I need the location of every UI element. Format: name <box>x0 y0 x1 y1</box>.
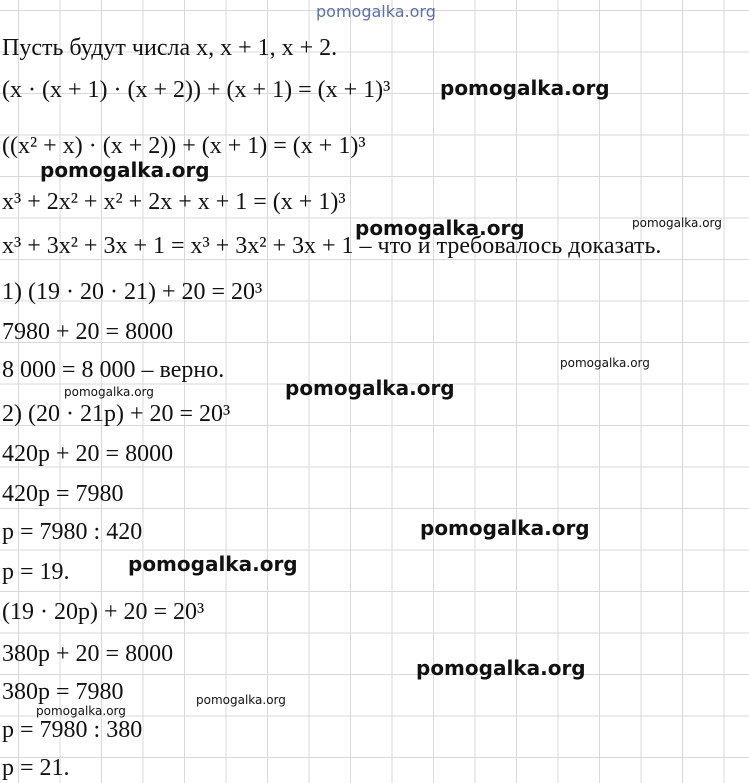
equation-line: 2) (20 · 21p) + 20 = 20³ <box>2 401 231 427</box>
equation-line: 8 000 = 8 000 – верно. <box>2 357 225 383</box>
watermark: pomogalka.org <box>440 76 610 100</box>
watermark: pomogalka.org <box>420 516 590 540</box>
watermark: pomogalka.org <box>285 376 455 400</box>
equation-line: 1) (19 · 20 · 21) + 20 = 20³ <box>2 279 263 305</box>
watermark: pomogalka.org <box>196 693 286 707</box>
equation-line: ((x² + x) · (x + 2)) + (x + 1) = (x + 1)³ <box>2 133 366 159</box>
equation-line: 380p = 7980 <box>2 679 124 705</box>
equation-line: 420p = 7980 <box>2 481 124 507</box>
equation-line: 380p + 20 = 8000 <box>2 641 174 667</box>
watermark: pomogalka.org <box>560 356 650 370</box>
watermark: pomogalka.org <box>355 216 525 240</box>
watermark: pomogalka.org <box>64 385 154 399</box>
equation-line: p = 7980 : 380 <box>2 717 143 743</box>
equation-line: p = 21. <box>2 755 70 781</box>
watermark: pomogalka.org <box>128 552 298 576</box>
equation-line: (19 · 20p) + 20 = 20³ <box>2 599 205 625</box>
watermark-top: pomogalka.org <box>316 2 436 21</box>
equation-line: (x · (x + 1) · (x + 2)) + (x + 1) = (x + 1)³ <box>2 77 391 103</box>
watermark: pomogalka.org <box>36 704 126 718</box>
equation-line: 7980 + 20 = 8000 <box>2 319 174 345</box>
equation-line: x³ + 2x² + x² + 2x + x + 1 = (x + 1)³ <box>2 189 346 215</box>
equation-line: 420p + 20 = 8000 <box>2 441 174 467</box>
watermark: pomogalka.org <box>632 216 722 230</box>
equation-line: x³ + 3x² + 3x + 1 = x³ + 3x² + 3x + 1 – что и требовалось доказать. <box>2 233 662 259</box>
text-line: Пусть будут числа x, x + 1, x + 2. <box>2 35 338 61</box>
watermark: pomogalka.org <box>40 158 210 182</box>
equation-line: p = 7980 : 420 <box>2 519 143 545</box>
equation-line: p = 19. <box>2 559 70 585</box>
watermark: pomogalka.org <box>416 656 586 680</box>
